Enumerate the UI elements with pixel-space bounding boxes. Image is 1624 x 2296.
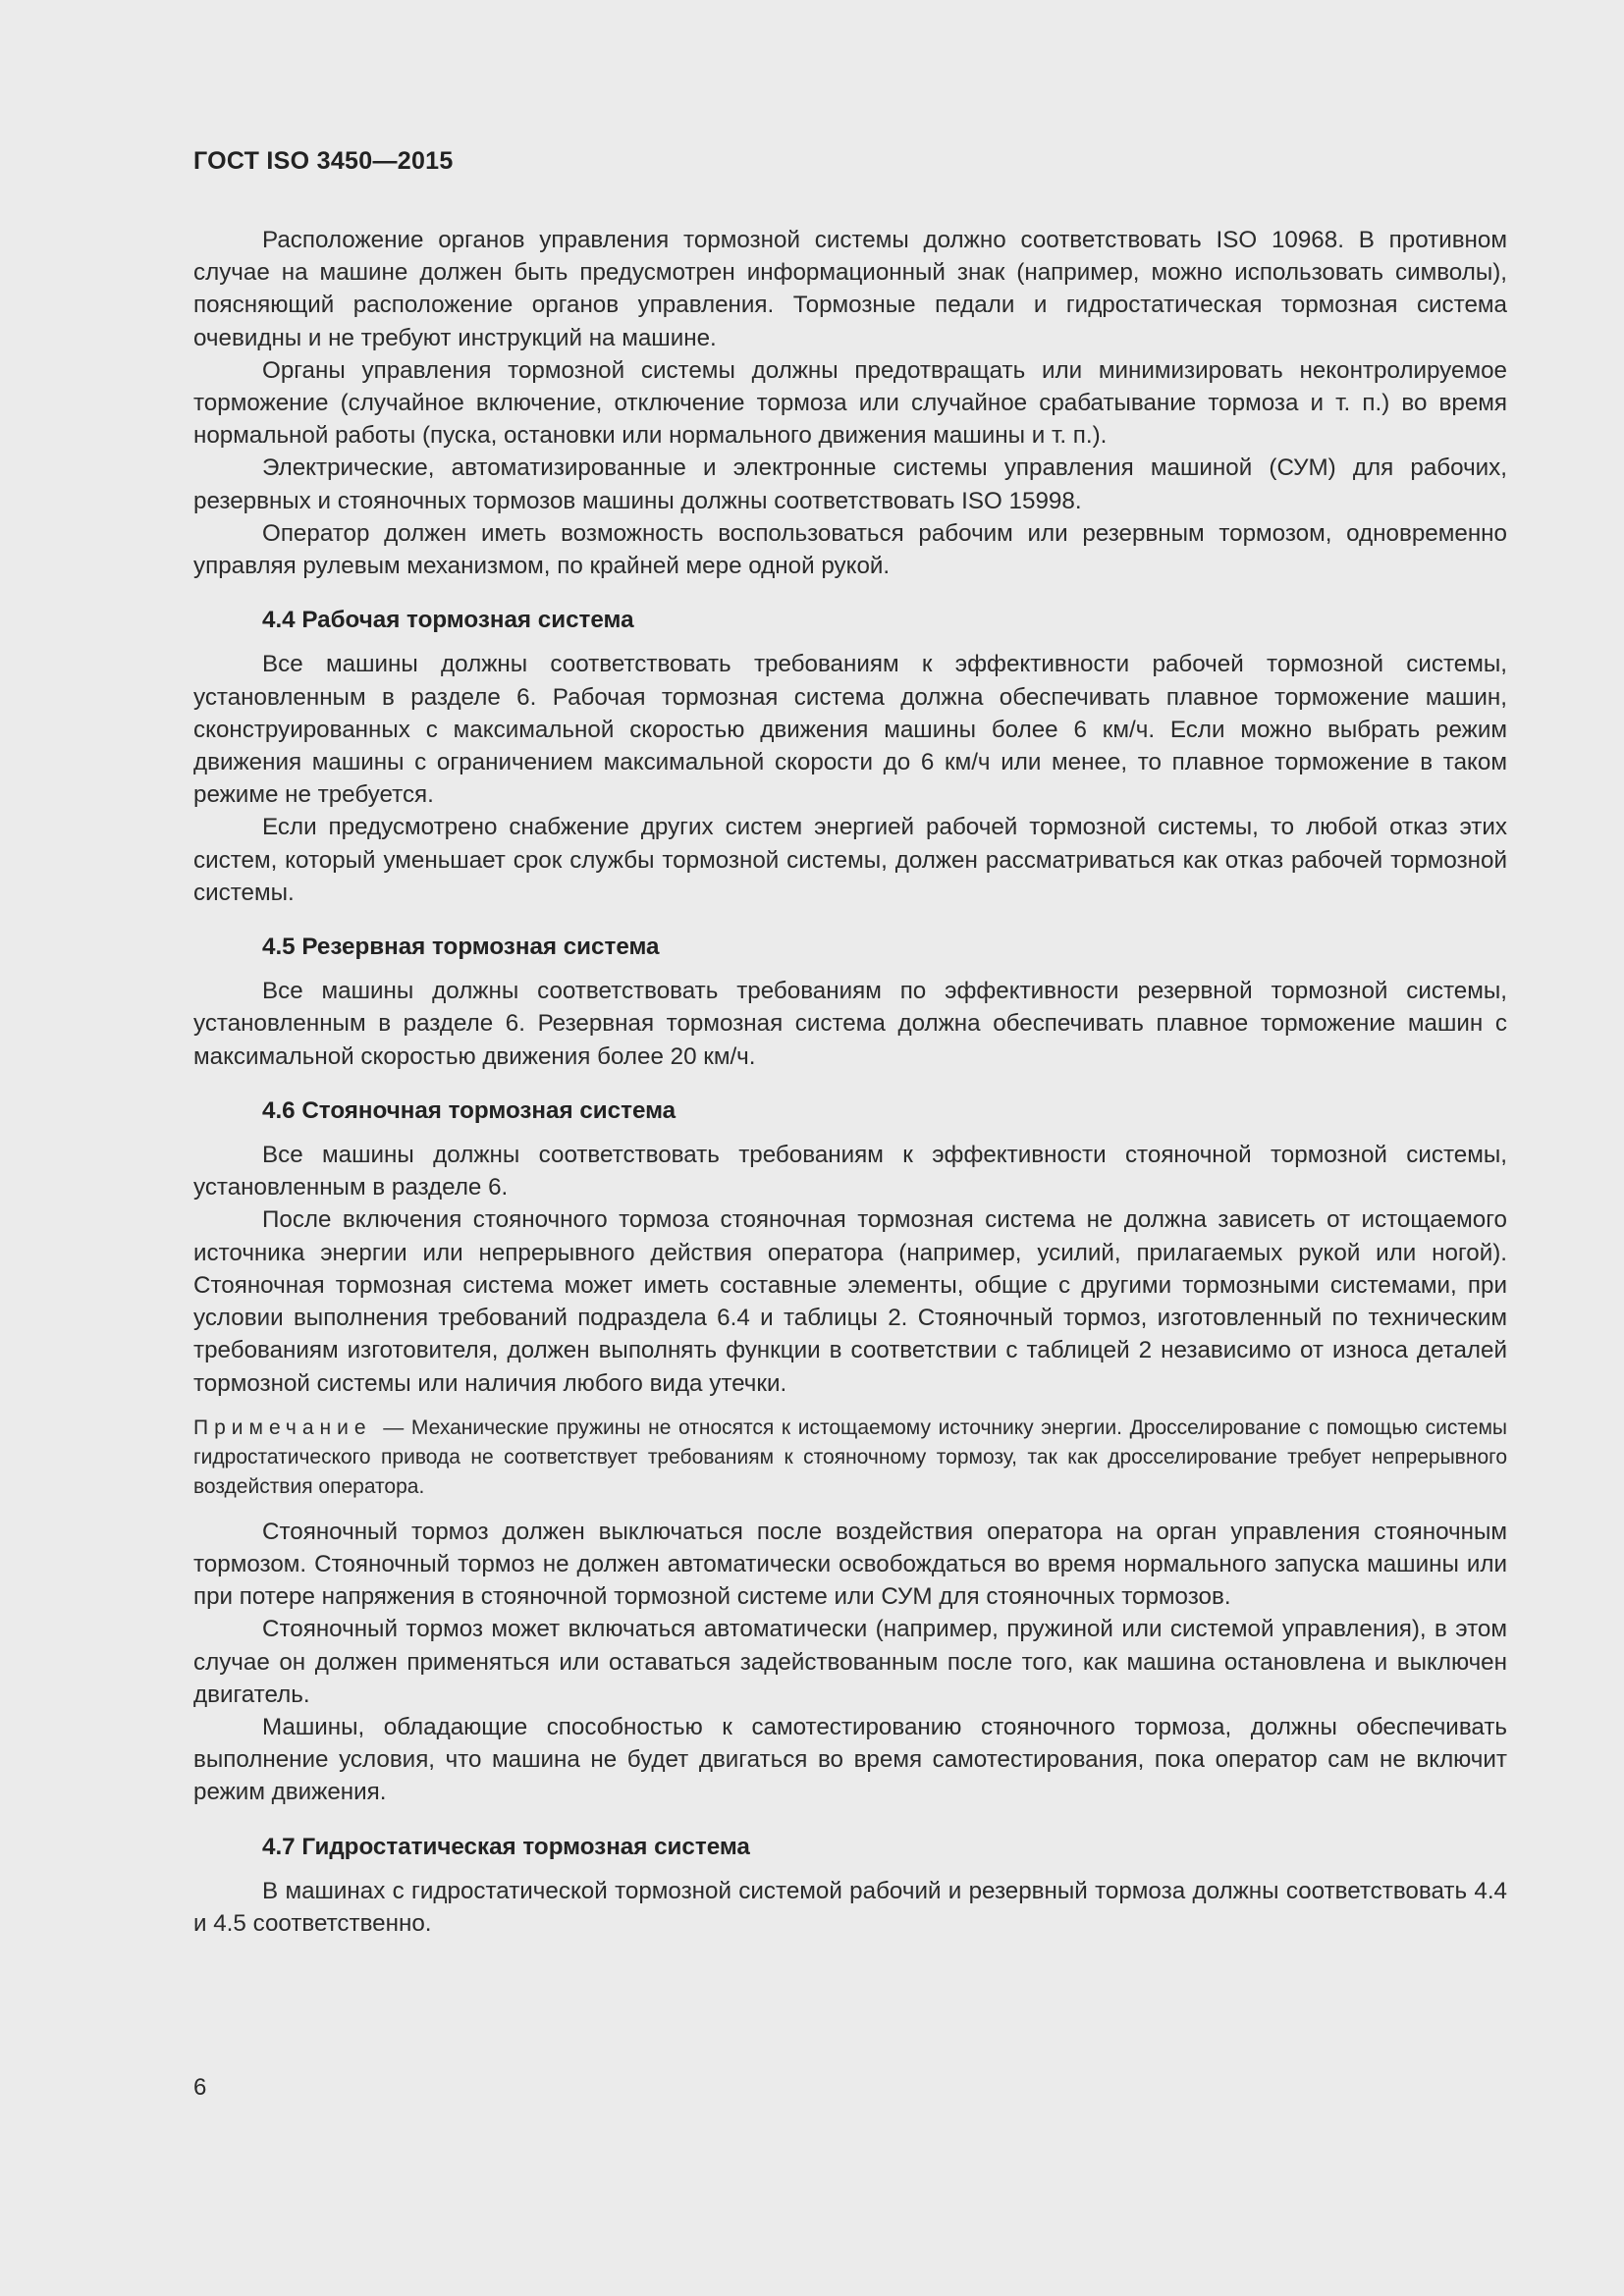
paragraph: Электрические, автоматизированные и электронные системы управления машиной (СУМ) для рабочих, резервных и стояночных тормозов машины должны соответствовать ISO 15998. <box>193 454 1507 514</box>
paragraph: Органы управления тормозной системы должны предотвращать или минимизировать неконтролируемое торможение (случайное включение, отключение тормоза или случайное срабатывание тормоза и т. п.) во время нормальной работы (пуска, остановки или нормального движения машины и т. п.). <box>193 356 1507 450</box>
paragraph: Все машины должны соответствовать требованиям к эффективности стояночной тормозной системы, установленным в разделе 6. <box>193 1142 1507 1201</box>
paragraph: Расположение органов управления тормозной системы должно соответствовать ISO 10968. В противном случае на машине должен быть предусмотрен информационный знак (например, можно использовать символы), поясняющий расположение органов управления. Тормозные педали и гидростатическая тормозная система очевидны и не требуют инструкций на машине. <box>193 227 1507 351</box>
paragraph: Машины, обладающие способностью к самотестированию стояночного тормоза, должны обеспечивать выполнение условия, что машина не будет двигаться во время самотестирования, пока оператор сам не включит режим движения. <box>193 1713 1507 1806</box>
document-header: ГОСТ ISO 3450—2015 <box>193 147 454 175</box>
section-heading-4-7: 4.7 Гидростатическая тормозная система <box>262 1833 750 1860</box>
paragraph: После включения стояночного тормоза стояночная тормозная система не должна зависеть от истощаемого источника энергии или непрерывного действия оператора (например, усилий, прилагаемых рукой или ногой). Стояночная тормозная система может иметь составные элементы, общие с другими тормозными системами, при условии выполнения требований подраздела 6.4 и таблицы 2. Стояночный тормоз, изготовленный по техническим требованиям изготовителя, должен выполнять функции в соответствии с таблицей 2 независимо от износа деталей тормозной системы или наличия любого вида утечки. <box>193 1206 1507 1397</box>
document-body <box>193 224 1507 1940</box>
section-heading-4-4: 4.4 Рабочая тормозная система <box>262 607 634 634</box>
section-heading-4-5: 4.5 Резервная тормозная система <box>262 934 660 961</box>
paragraph: Если предусмотрено снабжение других систем энергией рабочей тормозной системы, то любой отказ этих систем, который уменьшает срок службы тормозной системы, должен рассматриваться как отказ рабочей тормозной системы. <box>193 814 1507 906</box>
paragraph: Все машины должны соответствовать требованиям к эффективности рабочей тормозной системы, установленным в разделе 6. Рабочая тормозная система должна обеспечивать плавное торможение машин, сконструированных с максимальной скоростью движения машины более 6 км/ч. Если можно выбрать режим движения машины с ограничением максимальной скорости до 6 км/ч или менее, то плавное торможение в таком режиме не требуется. <box>193 651 1507 809</box>
note-text: Механические пружины не относятся к истощаемому источнику энергии. Дросселирование с помощью системы гидростатического привода не соответствует требованиям к стояночному тормозу, так как дросселирование требует непрерывного воздействия оператора. <box>193 1415 1507 1498</box>
paragraph: В машинах с гидростатической тормозной системой рабочий и резервный тормоза должны соответствовать 4.4 и 4.5 соответственно. <box>193 1877 1507 1937</box>
note-label: Примечание <box>193 1415 372 1439</box>
paragraph: Все машины должны соответствовать требованиям по эффективности резервной тормозной системы, установленным в разделе 6. Резервная тормозная система должна обеспечивать плавное торможение машин с максимальной скоростью движения более 20 км/ч. <box>193 978 1507 1070</box>
section-heading-4-6: 4.6 Стояночная тормозная система <box>262 1096 677 1124</box>
paragraph: Стояночный тормоз может включаться автоматически (например, пружиной или системой управления), в этом случае он должен применяться или оставаться задействованным после того, как машина остановлена и выключен двигатель. <box>193 1616 1507 1708</box>
note-dash: — <box>383 1415 405 1439</box>
note-block <box>193 1414 1507 1502</box>
page-number: 6 <box>193 2074 207 2101</box>
paragraph: Стояночный тормоз должен выключаться после воздействия оператора на орган управления стояночным тормозом. Стояночный тормоз не должен автоматически освобождаться во время нормального запуска машины или при потере напряжения в стояночной тормозной системе или СУМ для стояночных тормозов. <box>193 1518 1507 1611</box>
paragraph: Оператор должен иметь возможность воспользоваться рабочим или резервным тормозом, одновременно управляя рулевым механизмом, по крайней мере одной рукой. <box>193 519 1507 580</box>
